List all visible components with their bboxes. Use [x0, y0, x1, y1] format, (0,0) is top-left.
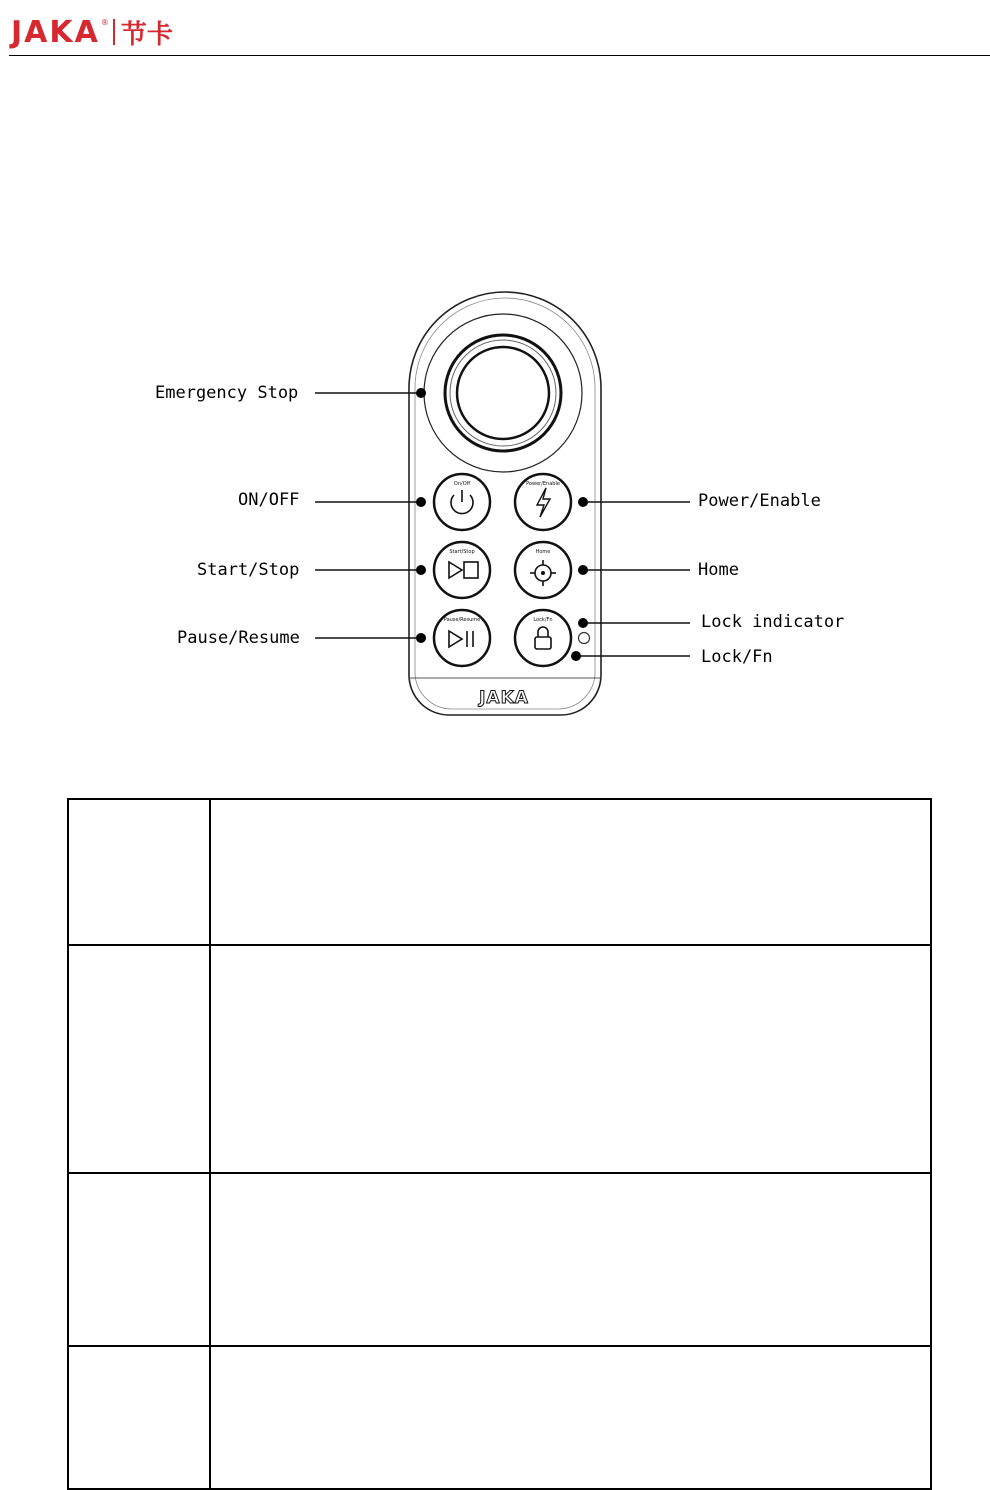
caption-home: Home: [535, 549, 551, 555]
caption-pause-resume: Pause/Resume: [443, 617, 481, 623]
table-cell-name: [68, 1346, 210, 1489]
label-on-off: ON/OFF: [238, 490, 300, 510]
table-row: [68, 799, 931, 945]
pendant-diagram: [0, 280, 990, 730]
table-cell-name: [68, 945, 210, 1173]
label-emergency-stop: Emergency Stop: [155, 383, 299, 403]
table-cell-name: [68, 799, 210, 945]
jaka-logo: [11, 14, 173, 50]
header-rule: [9, 55, 990, 56]
device-logo: JAKA: [479, 688, 529, 708]
lock-indicator-led: [579, 633, 590, 644]
caption-on-off: On/Off: [453, 481, 471, 487]
logo-brand-cn: 节卡: [120, 19, 173, 50]
label-lock-indicator: Lock indicator: [701, 612, 845, 632]
table-row: [68, 1173, 931, 1346]
table-cell-name: [68, 1173, 210, 1346]
label-power-enable: Power/Enable: [698, 491, 821, 511]
page-header: [0, 0, 990, 58]
label-pause-resume: Pause/Resume: [177, 628, 300, 648]
table-cell-description: [210, 799, 931, 945]
pendant-illustration: [0, 280, 990, 730]
label-start-stop: Start/Stop: [197, 560, 300, 580]
logo-registered-mark: ®: [100, 17, 109, 27]
caption-lock-fn: Lock/Fn: [533, 617, 553, 623]
table-row: [68, 1346, 931, 1489]
label-lock-fn: Lock/Fn: [701, 647, 773, 667]
table-cell-description: [210, 1346, 931, 1489]
left-leader-lines: [315, 393, 421, 638]
logo-brand-name: JAKA: [11, 14, 100, 50]
logo-divider: [113, 19, 115, 45]
function-table: [67, 798, 932, 1490]
label-home: Home: [698, 560, 739, 580]
table-row: [68, 945, 931, 1173]
caption-start-stop: Start/Stop: [449, 549, 475, 555]
table-cell-description: [210, 945, 931, 1173]
caption-power-enable: Power/Enable: [526, 481, 560, 487]
table-cell-description: [210, 1173, 931, 1346]
